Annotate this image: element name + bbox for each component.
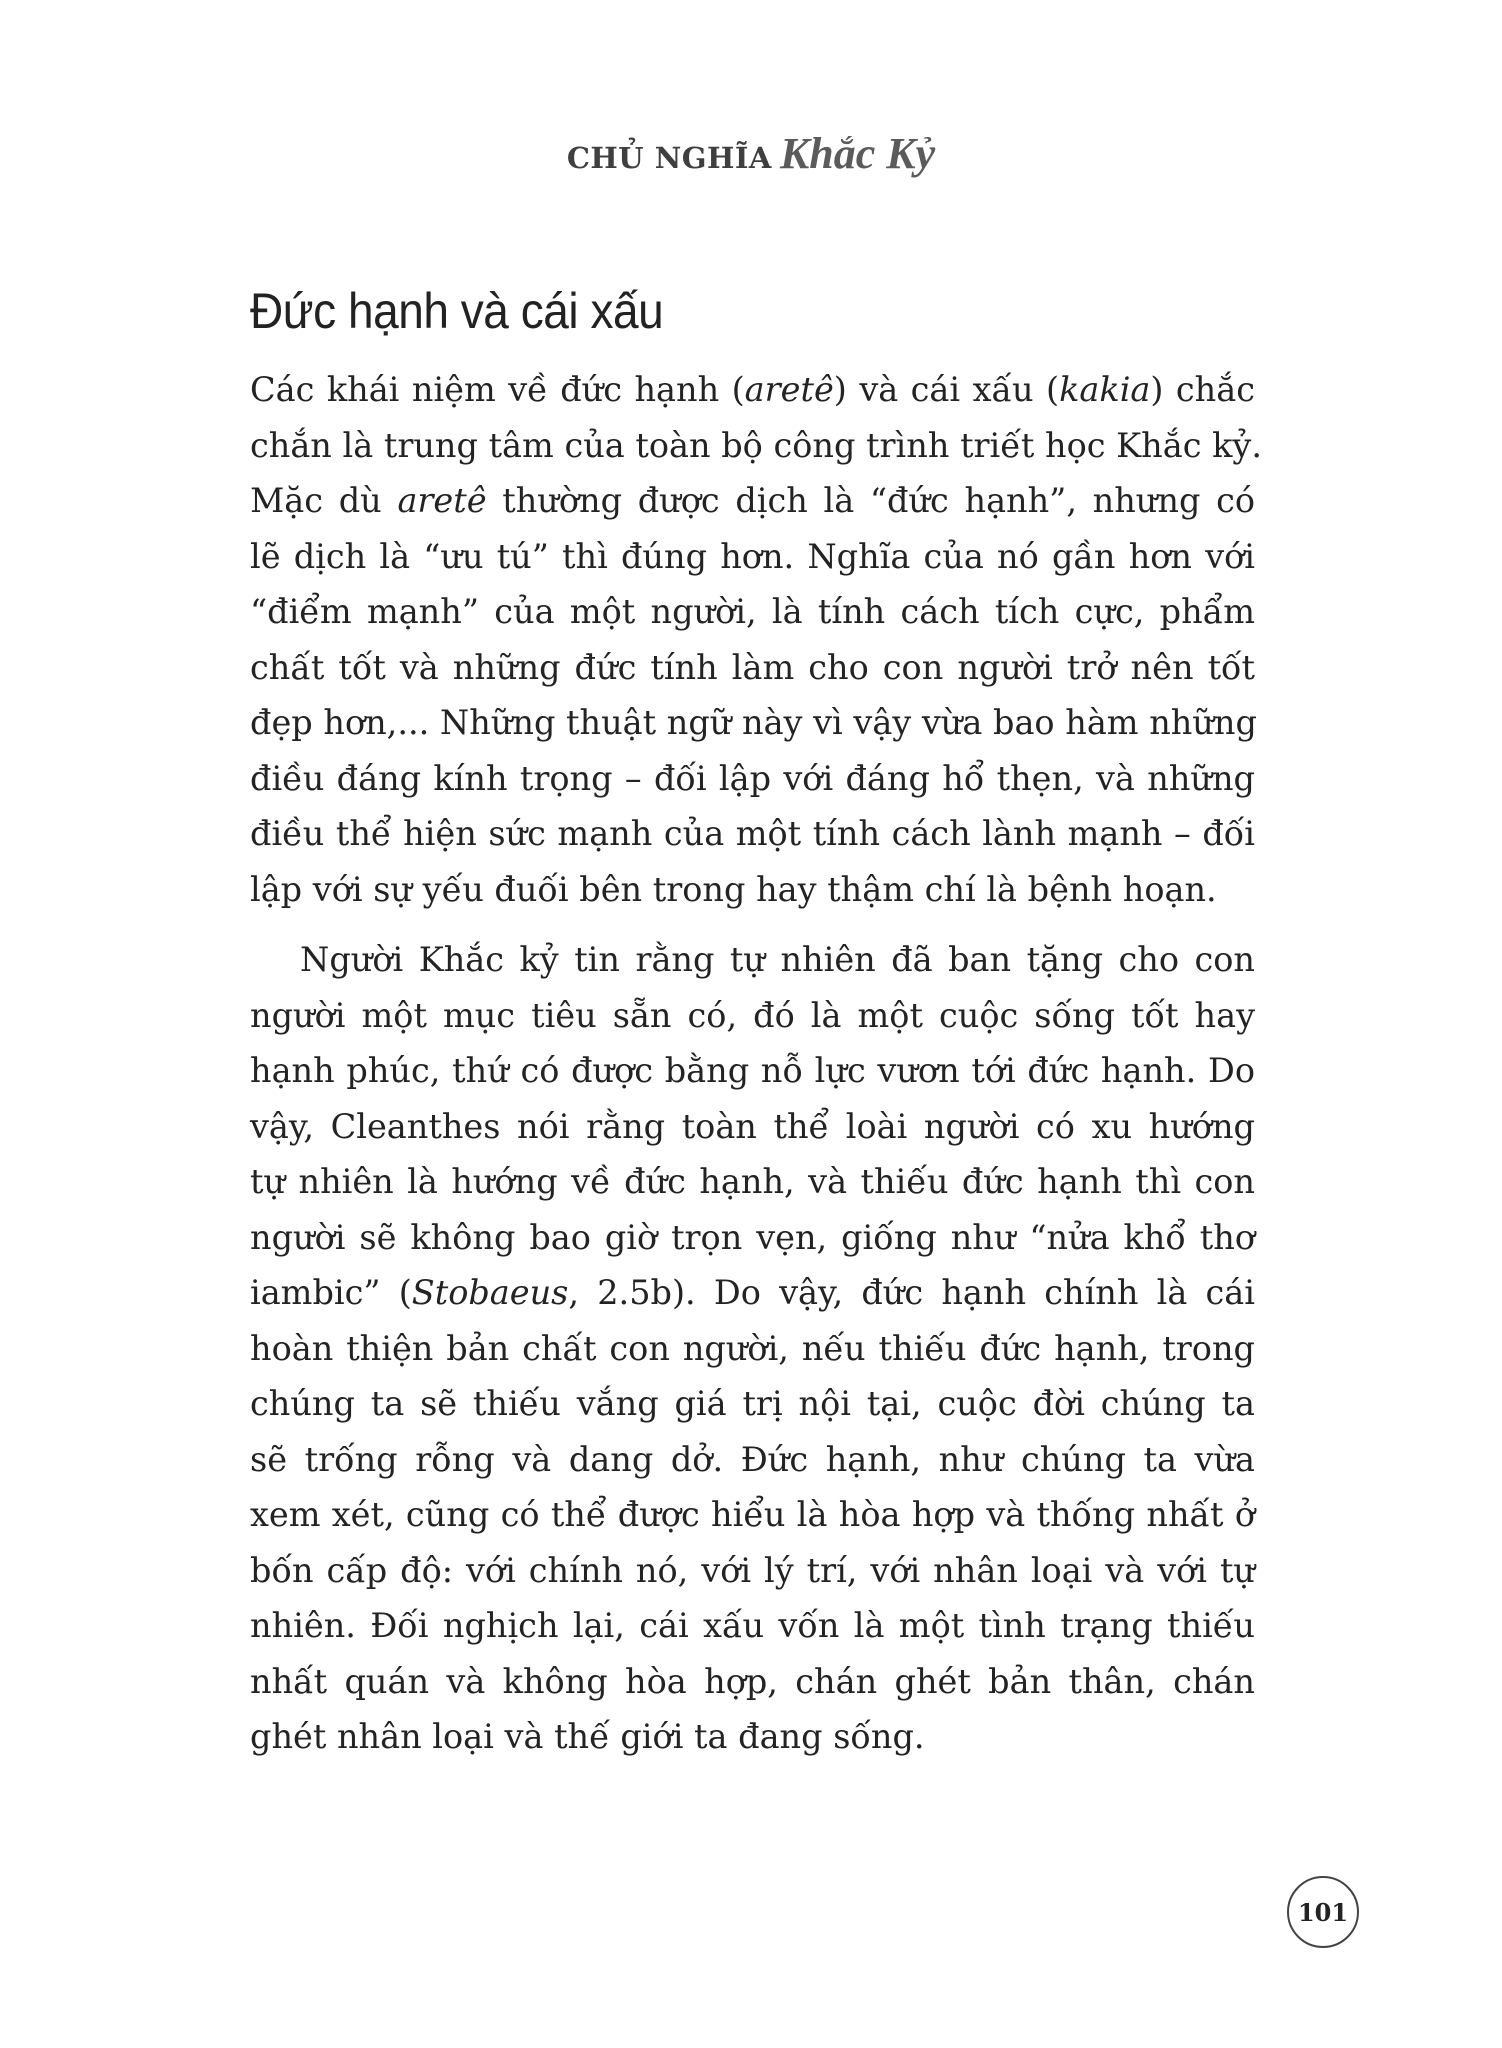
- text-line: hoàn thiện bản chất con người, nếu thiếu đức hạnh, trong: [250, 1328, 1255, 1368]
- text-line: Người Khắc kỷ tin rằng tự nhiên đã ban tặng cho con: [300, 940, 1255, 979]
- text-line: iambic” (Stobaeus, 2.5b). Do vậy, đức hạnh chính là cái: [250, 1273, 1255, 1312]
- italic-term: aretê: [744, 370, 834, 409]
- text-line: xem xét, cũng có thể được hiểu là hòa hợp và thống nhất ở: [250, 1495, 1255, 1534]
- page-number: 101: [1297, 1897, 1349, 1927]
- paragraph-1: [250, 362, 1263, 917]
- text-line: điều đáng kính trọng – đối lập với đáng hổ thẹn, và những: [250, 758, 1255, 798]
- italic-term: aretê: [397, 481, 487, 520]
- running-header-title: CHỦ NGHĨA: [566, 141, 772, 175]
- italic-citation: Stobaeus: [411, 1273, 569, 1312]
- text-line: chúng ta sẽ thiếu vắng giá trị nội tại, cuộc đời chúng ta: [250, 1384, 1255, 1423]
- text-line: đẹp hơn,... Những thuật ngữ này vì vậy vừa bao hàm những: [250, 703, 1257, 742]
- text-line: chất tốt và những đức tính làm cho con người trở nên tốt: [250, 647, 1255, 687]
- italic-term: kakia: [1059, 370, 1151, 409]
- text-line: sẽ trống rỗng và dang dở. Đức hạnh, như chúng ta vừa: [250, 1439, 1255, 1479]
- paragraph-2: [250, 932, 1255, 1765]
- text-line: nhất quán và không hòa hợp, chán ghét bản thân, chán: [250, 1661, 1255, 1701]
- running-header: [0, 128, 1502, 179]
- text-line: Mặc dù aretê thường được dịch là “đức hạnh”, nhưng có: [250, 481, 1256, 520]
- running-header-title-script: Khắc Kỷ: [779, 129, 936, 178]
- text-line: chắn là trung tâm của toàn bộ công trình triết học Khắc kỷ.: [250, 425, 1263, 465]
- text-line: điều thể hiện sức mạnh của một tính cách lành mạnh – đối: [250, 814, 1255, 853]
- text-line: tự nhiên là hướng về đức hạnh, và thiếu đức hạnh thì con: [250, 1162, 1255, 1201]
- page-number-badge: [1287, 1876, 1359, 1948]
- section-heading: Đức hạnh và cái xấu: [250, 283, 664, 339]
- text-line: nhiên. Đối nghịch lại, cái xấu vốn là một tình trạng thiếu: [250, 1606, 1255, 1645]
- text-line: người sẽ không bao giờ trọn vẹn, giống như “nửa khổ thơ: [250, 1217, 1255, 1257]
- text-line: người một mục tiêu sẵn có, đó là một cuộc sống tốt hay: [250, 995, 1255, 1035]
- text-line: lẽ dịch là “ưu tú” thì đúng hơn. Nghĩa của nó gần hơn với: [250, 536, 1255, 576]
- text-line: bốn cấp độ: với chính nó, với lý trí, với nhân loại và với tự: [250, 1550, 1255, 1590]
- text-line: ghét nhân loại và thế giới ta đang sống.: [250, 1717, 925, 1756]
- text-line: hạnh phúc, thứ có được bằng nỗ lực vươn tới đức hạnh. Do: [250, 1051, 1255, 1090]
- text-line: “điểm mạnh” của một người, là tính cách tích cực, phẩm: [250, 592, 1255, 631]
- text-line: lập với sự yếu đuối bên trong hay thậm chí là bệnh hoạn.: [250, 869, 1217, 909]
- text-line: Các khái niệm về đức hạnh (aretê) và cái xấu (kakia) chắc: [250, 370, 1255, 409]
- text-line: vậy, Cleanthes nói rằng toàn thể loài người có xu hướng: [250, 1106, 1255, 1146]
